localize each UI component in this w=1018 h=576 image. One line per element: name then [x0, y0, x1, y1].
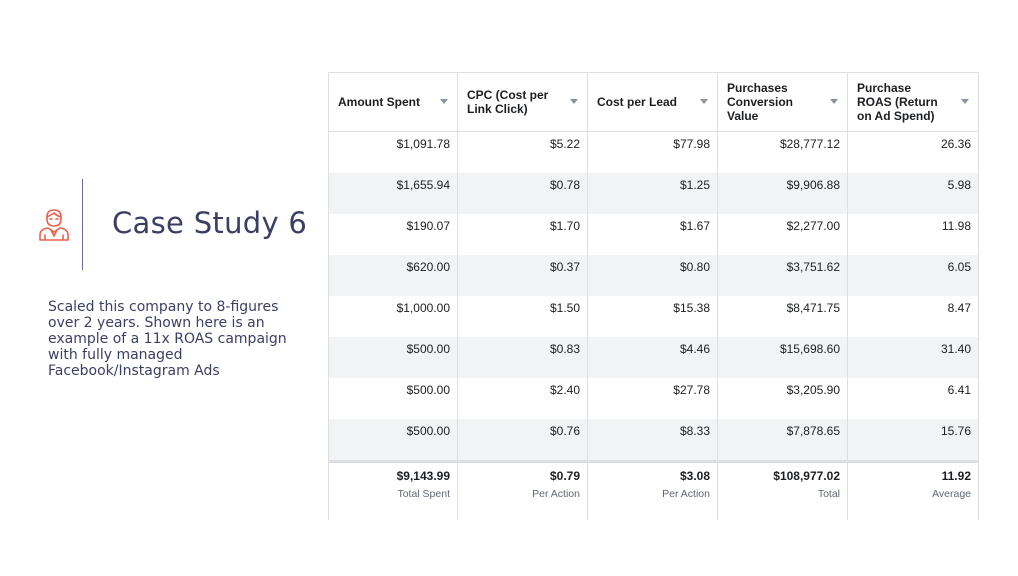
column-header-label: Purchase ROAS (Return on Ad Spend) — [857, 81, 938, 123]
summary-label: Per Action — [662, 488, 710, 500]
sort-caret-icon[interactable] — [440, 99, 448, 104]
person-icon — [37, 208, 71, 242]
cell-conversion-value: $15,698.60 — [718, 337, 848, 378]
summary-conversion-value — [718, 463, 848, 520]
column-header-amount-spent[interactable] — [328, 73, 458, 131]
cell-cpc: $0.76 — [458, 419, 588, 460]
cell-amount-spent: $620.00 — [328, 255, 458, 296]
column-header-label: Cost per Lead — [597, 95, 678, 109]
cell-amount-spent: $500.00 — [328, 378, 458, 419]
table-summary-row — [328, 460, 979, 520]
table-row — [328, 378, 979, 419]
cell-cost-per-lead: $8.33 — [588, 419, 718, 460]
table-row — [328, 214, 979, 255]
cell-roas: 5.98 — [848, 173, 979, 214]
cell-roas: 6.05 — [848, 255, 979, 296]
table-row — [328, 255, 979, 296]
cell-cpc: $0.78 — [458, 173, 588, 214]
table-row — [328, 337, 979, 378]
cell-cpc: $1.50 — [458, 296, 588, 337]
summary-label: Average — [932, 488, 971, 500]
sort-caret-icon[interactable] — [570, 99, 578, 104]
cell-conversion-value: $2,277.00 — [718, 214, 848, 255]
cell-roas: 8.47 — [848, 296, 979, 337]
summary-value: 11.92 — [941, 469, 971, 483]
summary-value: $3.08 — [679, 469, 710, 483]
summary-cost-per-lead — [588, 463, 718, 520]
summary-label: Total — [817, 488, 840, 500]
column-header-cost-per-lead[interactable] — [588, 73, 718, 131]
cell-conversion-value: $28,777.12 — [718, 132, 848, 173]
cell-amount-spent: $500.00 — [328, 419, 458, 460]
cell-cost-per-lead: $15.38 — [588, 296, 718, 337]
summary-cpc — [458, 463, 588, 520]
cell-conversion-value: $8,471.75 — [718, 296, 848, 337]
table-row — [328, 132, 979, 173]
column-header-conversion-value[interactable] — [718, 73, 848, 131]
cell-cost-per-lead: $1.25 — [588, 173, 718, 214]
cell-amount-spent: $1,000.00 — [328, 296, 458, 337]
column-header-label: Purchases Conversion Value — [727, 81, 794, 123]
ads-results-table — [328, 72, 979, 520]
cell-cpc: $0.83 — [458, 337, 588, 378]
summary-value: $0.79 — [549, 469, 580, 483]
cell-roas: 26.36 — [848, 132, 979, 173]
summary-label: Total Spent — [397, 488, 450, 500]
slide-description: Scaled this company to 8-figures over 2 years. Shown here is an example of a 11x ROAS campaign with fully managed Facebook/Instagram Ads — [48, 299, 287, 379]
cell-conversion-value: $3,205.90 — [718, 378, 848, 419]
summary-value: $108,977.02 — [773, 469, 840, 483]
cell-roas: 6.41 — [848, 378, 979, 419]
cell-amount-spent: $1,655.94 — [328, 173, 458, 214]
cell-cost-per-lead: $1.67 — [588, 214, 718, 255]
column-header-label: CPC (Cost per Link Click) — [467, 88, 549, 116]
cell-amount-spent: $1,091.78 — [328, 132, 458, 173]
table-row — [328, 296, 979, 337]
column-header-label: Amount Spent — [338, 95, 420, 109]
slide-title: Case Study 6 — [112, 206, 308, 240]
summary-amount-spent — [328, 463, 458, 520]
summary-value: $9,143.99 — [396, 469, 450, 483]
cell-roas: 15.76 — [848, 419, 979, 460]
table-row — [328, 419, 979, 460]
table-header-row — [328, 72, 979, 132]
title-divider — [82, 179, 83, 270]
cell-cpc: $0.37 — [458, 255, 588, 296]
column-header-cpc[interactable] — [458, 73, 588, 131]
summary-roas — [848, 463, 979, 520]
cell-conversion-value: $7,878.65 — [718, 419, 848, 460]
table-row — [328, 173, 979, 214]
cell-cost-per-lead: $27.78 — [588, 378, 718, 419]
cell-cpc: $5.22 — [458, 132, 588, 173]
summary-label: Per Action — [532, 488, 580, 500]
cell-cost-per-lead: $4.46 — [588, 337, 718, 378]
sort-caret-icon[interactable] — [830, 99, 838, 104]
cell-amount-spent: $190.07 — [328, 214, 458, 255]
column-header-roas[interactable] — [848, 73, 979, 131]
cell-conversion-value: $9,906.88 — [718, 173, 848, 214]
cell-amount-spent: $500.00 — [328, 337, 458, 378]
cell-roas: 31.40 — [848, 337, 979, 378]
cell-cpc: $2.40 — [458, 378, 588, 419]
cell-roas: 11.98 — [848, 214, 979, 255]
cell-conversion-value: $3,751.62 — [718, 255, 848, 296]
cell-cost-per-lead: $0.80 — [588, 255, 718, 296]
cell-cpc: $1.70 — [458, 214, 588, 255]
cell-cost-per-lead: $77.98 — [588, 132, 718, 173]
sort-caret-icon[interactable] — [961, 99, 969, 104]
sort-caret-icon[interactable] — [700, 99, 708, 104]
